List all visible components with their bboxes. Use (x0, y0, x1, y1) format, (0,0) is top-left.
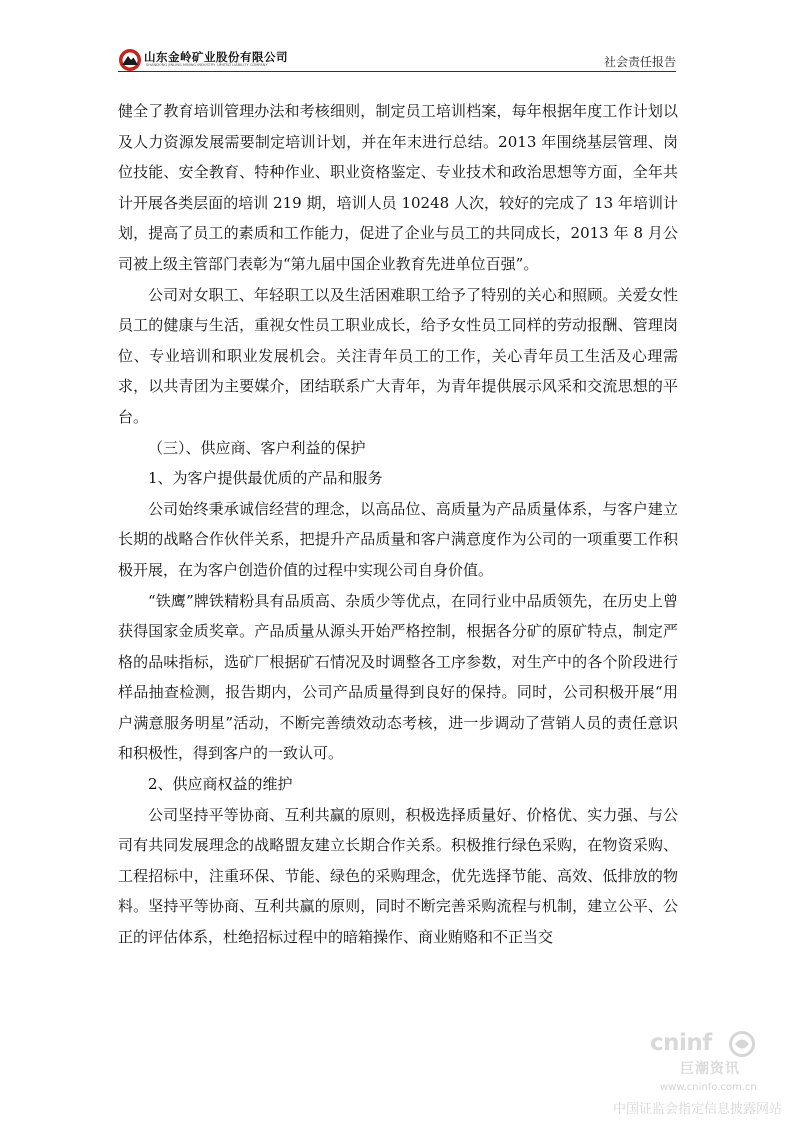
subheading-customer-service: 1、为客户提供最优质的产品和服务 (148, 469, 383, 488)
company-name-en: SHANDONG JINLING MINING INDUSTRY LIMITED LIABILITY COMPANY (146, 63, 268, 67)
paragraph-supplier-policy: 公司坚持平等协商、互利共赢的原则，积极选择质量好、价格优、实力强、与公司有共同发展理念的战略盟友建立长期合作关系。积极推行绿色采购，在物资采购、工程招标中，注重环保、节能、绿色的采购理念，优先选择节能、高效、低排放的物料。坚持平等协商、互利共赢的原则，同时不断完善采购流程与机制，建立公平、公正的评估体系，杜绝招标过程中的暗箱操作、商业贿赂和不正当交 (118, 805, 678, 947)
watermark-logo-text: cninf (650, 1030, 712, 1056)
paragraph-training: 健全了教育培训管理办法和考核细则，制定员工培训档案，每年根据年度工作计划以及人力资源发展需要制定培训计划，并在年末进行总结。2013 年围绕基层管理、岗位技能、安全教育、特种作业、职业资格鉴定、专业技术和政治思想等方面，全年共计开展各类层面的培训 219 期，培训人员 10248 人次，较好的完成了 13 年培训计划，提高了员工的素质和工作能力，促进了企业与员工的共同成长，2013 年 8 月公司被上级主管部门表彰为“第九届中国企业教育先进单位百强”。 (118, 102, 678, 273)
subheading-supplier-rights: 2、供应商权益的维护 (148, 775, 293, 794)
watermark-logo-icon (729, 1031, 755, 1057)
watermark-url: www.cninfo.com.cn (660, 1082, 757, 1093)
cninfo-watermark (600, 1027, 790, 1119)
company-name: 山东金岭矿业股份有限公司 (144, 50, 288, 64)
paragraph-product-quality: “铁鹰”牌铁精粉具有品质高、杂质少等优点，在同行业中品质领先，在历史上曾获得国家金质奖章。产品质量从源头开始严格控制，根据各分矿的原矿特点，制定严格的品味指标，选矿厂根据矿石情况及时调整各工序参数，对生产中的各个阶段进行样品抽查检测，报告期内，公司产品质量得到良好的保持。同时，公司积极开展“用户满意服务明星”活动，不断完善绩效动态考核，进一步调动了营销人员的责任意识和积极性，得到客户的一致认可。 (118, 591, 678, 763)
watermark-tagline: 中国证监会指定信息披露网站 (613, 1102, 783, 1117)
watermark-cn-name: 巨潮资讯 (680, 1061, 740, 1077)
report-title: 社会责任报告 (603, 55, 676, 69)
company-logo-icon (118, 48, 142, 72)
section-heading-supplier-customer: （三）、供应商、客户利益的保护 (148, 438, 366, 457)
report-body (118, 96, 678, 953)
page-header (118, 46, 676, 72)
paragraph-customer-philosophy: 公司始终秉承诚信经营的理念，以高品位、高质量为产品质量体系，与客户建立长期的战略合作伙伴关系，把提升产品质量和客户满意度作为公司的一项重要工作积极开展，在为客户创造价值的过程中实现公司自身价值。 (118, 499, 678, 579)
header-divider (118, 71, 676, 72)
paragraph-staff-care: 公司对女职工、年轻职工以及生活困难职工给予了特别的关心和照顾。关爱女性员工的健康与生活，重视女性员工职业成长，给予女性员工同样的劳动报酬、管理岗位、专业培训和职业发展机会。关注青年员工的工作，关心青年员工生活及心理需求，以共青团为主要媒介，团结联系广大青年，为青年提供展示风采和交流思想的平台。 (118, 285, 678, 426)
